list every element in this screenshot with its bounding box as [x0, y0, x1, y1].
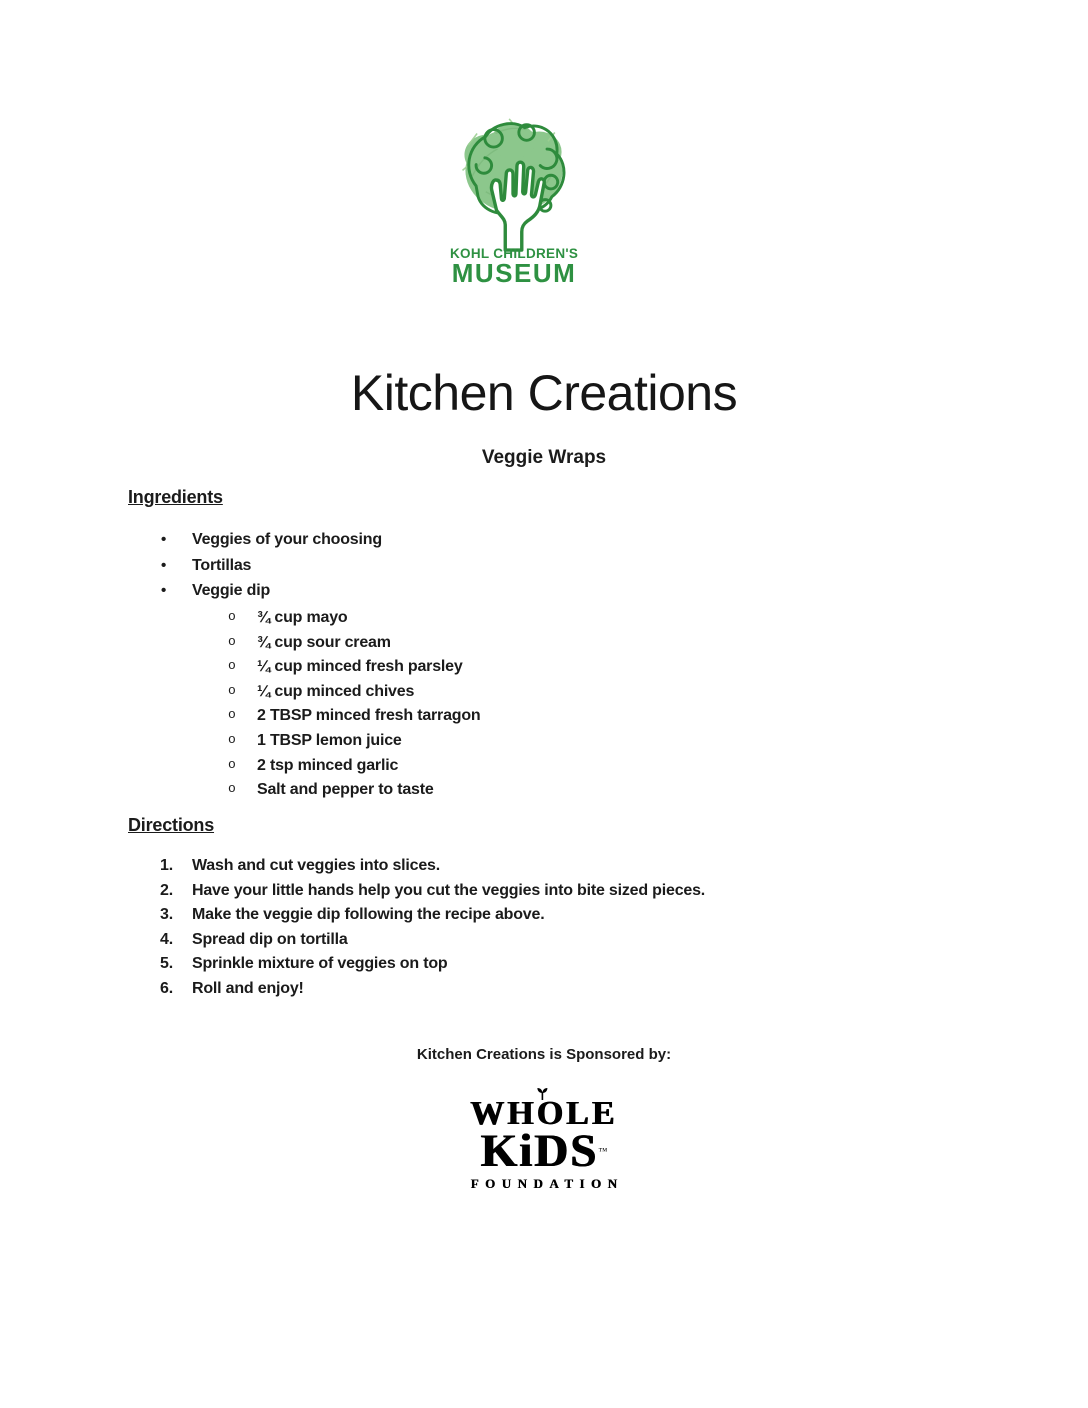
- veggie-dip-sublist: [128, 606, 960, 803]
- directions-heading: Directions: [128, 815, 215, 835]
- sponsor-label: Kitchen Creations is Sponsored by:: [416, 1046, 672, 1063]
- list-item: o ¾ cup sour cream: [128, 631, 960, 656]
- list-item: o 2 TBSP minced fresh tarragon: [128, 704, 960, 729]
- direction-step: Spread dip on tortilla: [192, 930, 348, 948]
- list-item: o Salt and pepper to taste: [128, 778, 960, 803]
- museum-logo: [450, 116, 578, 289]
- sprout-icon: [534, 1087, 550, 1100]
- tree-hand-icon: [455, 116, 573, 252]
- museum-logo-text-line1: KOHL CHILDREN'S: [450, 246, 579, 261]
- wk-logo-foundation: FOUNDATION: [470, 1176, 624, 1191]
- direction-step: Roll and enjoy!: [192, 979, 304, 997]
- list-item: • Veggies of your choosing: [128, 527, 960, 553]
- direction-step: Sprinkle mixture of veggies on top: [192, 955, 448, 973]
- ingredients-list: [128, 527, 960, 604]
- whole-kids-foundation-logo: [0, 1097, 1088, 1193]
- list-item: o 2 tsp minced garlic: [128, 754, 960, 779]
- wk-logo-whole: WHOLE: [465, 1097, 624, 1131]
- directions-list: [128, 854, 960, 1002]
- wk-logo-kids: KiDS™: [480, 1125, 608, 1177]
- list-item: o ¾ cup mayo: [128, 606, 960, 631]
- list-item: • Veggie dip: [128, 578, 960, 604]
- list-item: o 1 TBSP lemon juice: [128, 729, 960, 754]
- list-item: • Tortillas: [128, 553, 960, 579]
- direction-step: Make the veggie dip following the recipe above.: [192, 906, 545, 924]
- ingredients-heading: Ingredients: [128, 487, 223, 507]
- recipe-subtitle: Veggie Wraps: [481, 447, 607, 468]
- list-item: o ¼ cup minced fresh parsley: [128, 655, 960, 680]
- direction-step: Wash and cut veggies into slices.: [192, 857, 440, 874]
- museum-logo-text-line2: MUSEUM: [451, 258, 577, 288]
- trademark-symbol: ™: [598, 1146, 608, 1156]
- list-item: o ¼ cup minced chives: [128, 680, 960, 705]
- page-title: Kitchen Creations: [350, 365, 738, 421]
- direction-step: Have your little hands help you cut the veggies into bite sized pieces.: [192, 881, 706, 899]
